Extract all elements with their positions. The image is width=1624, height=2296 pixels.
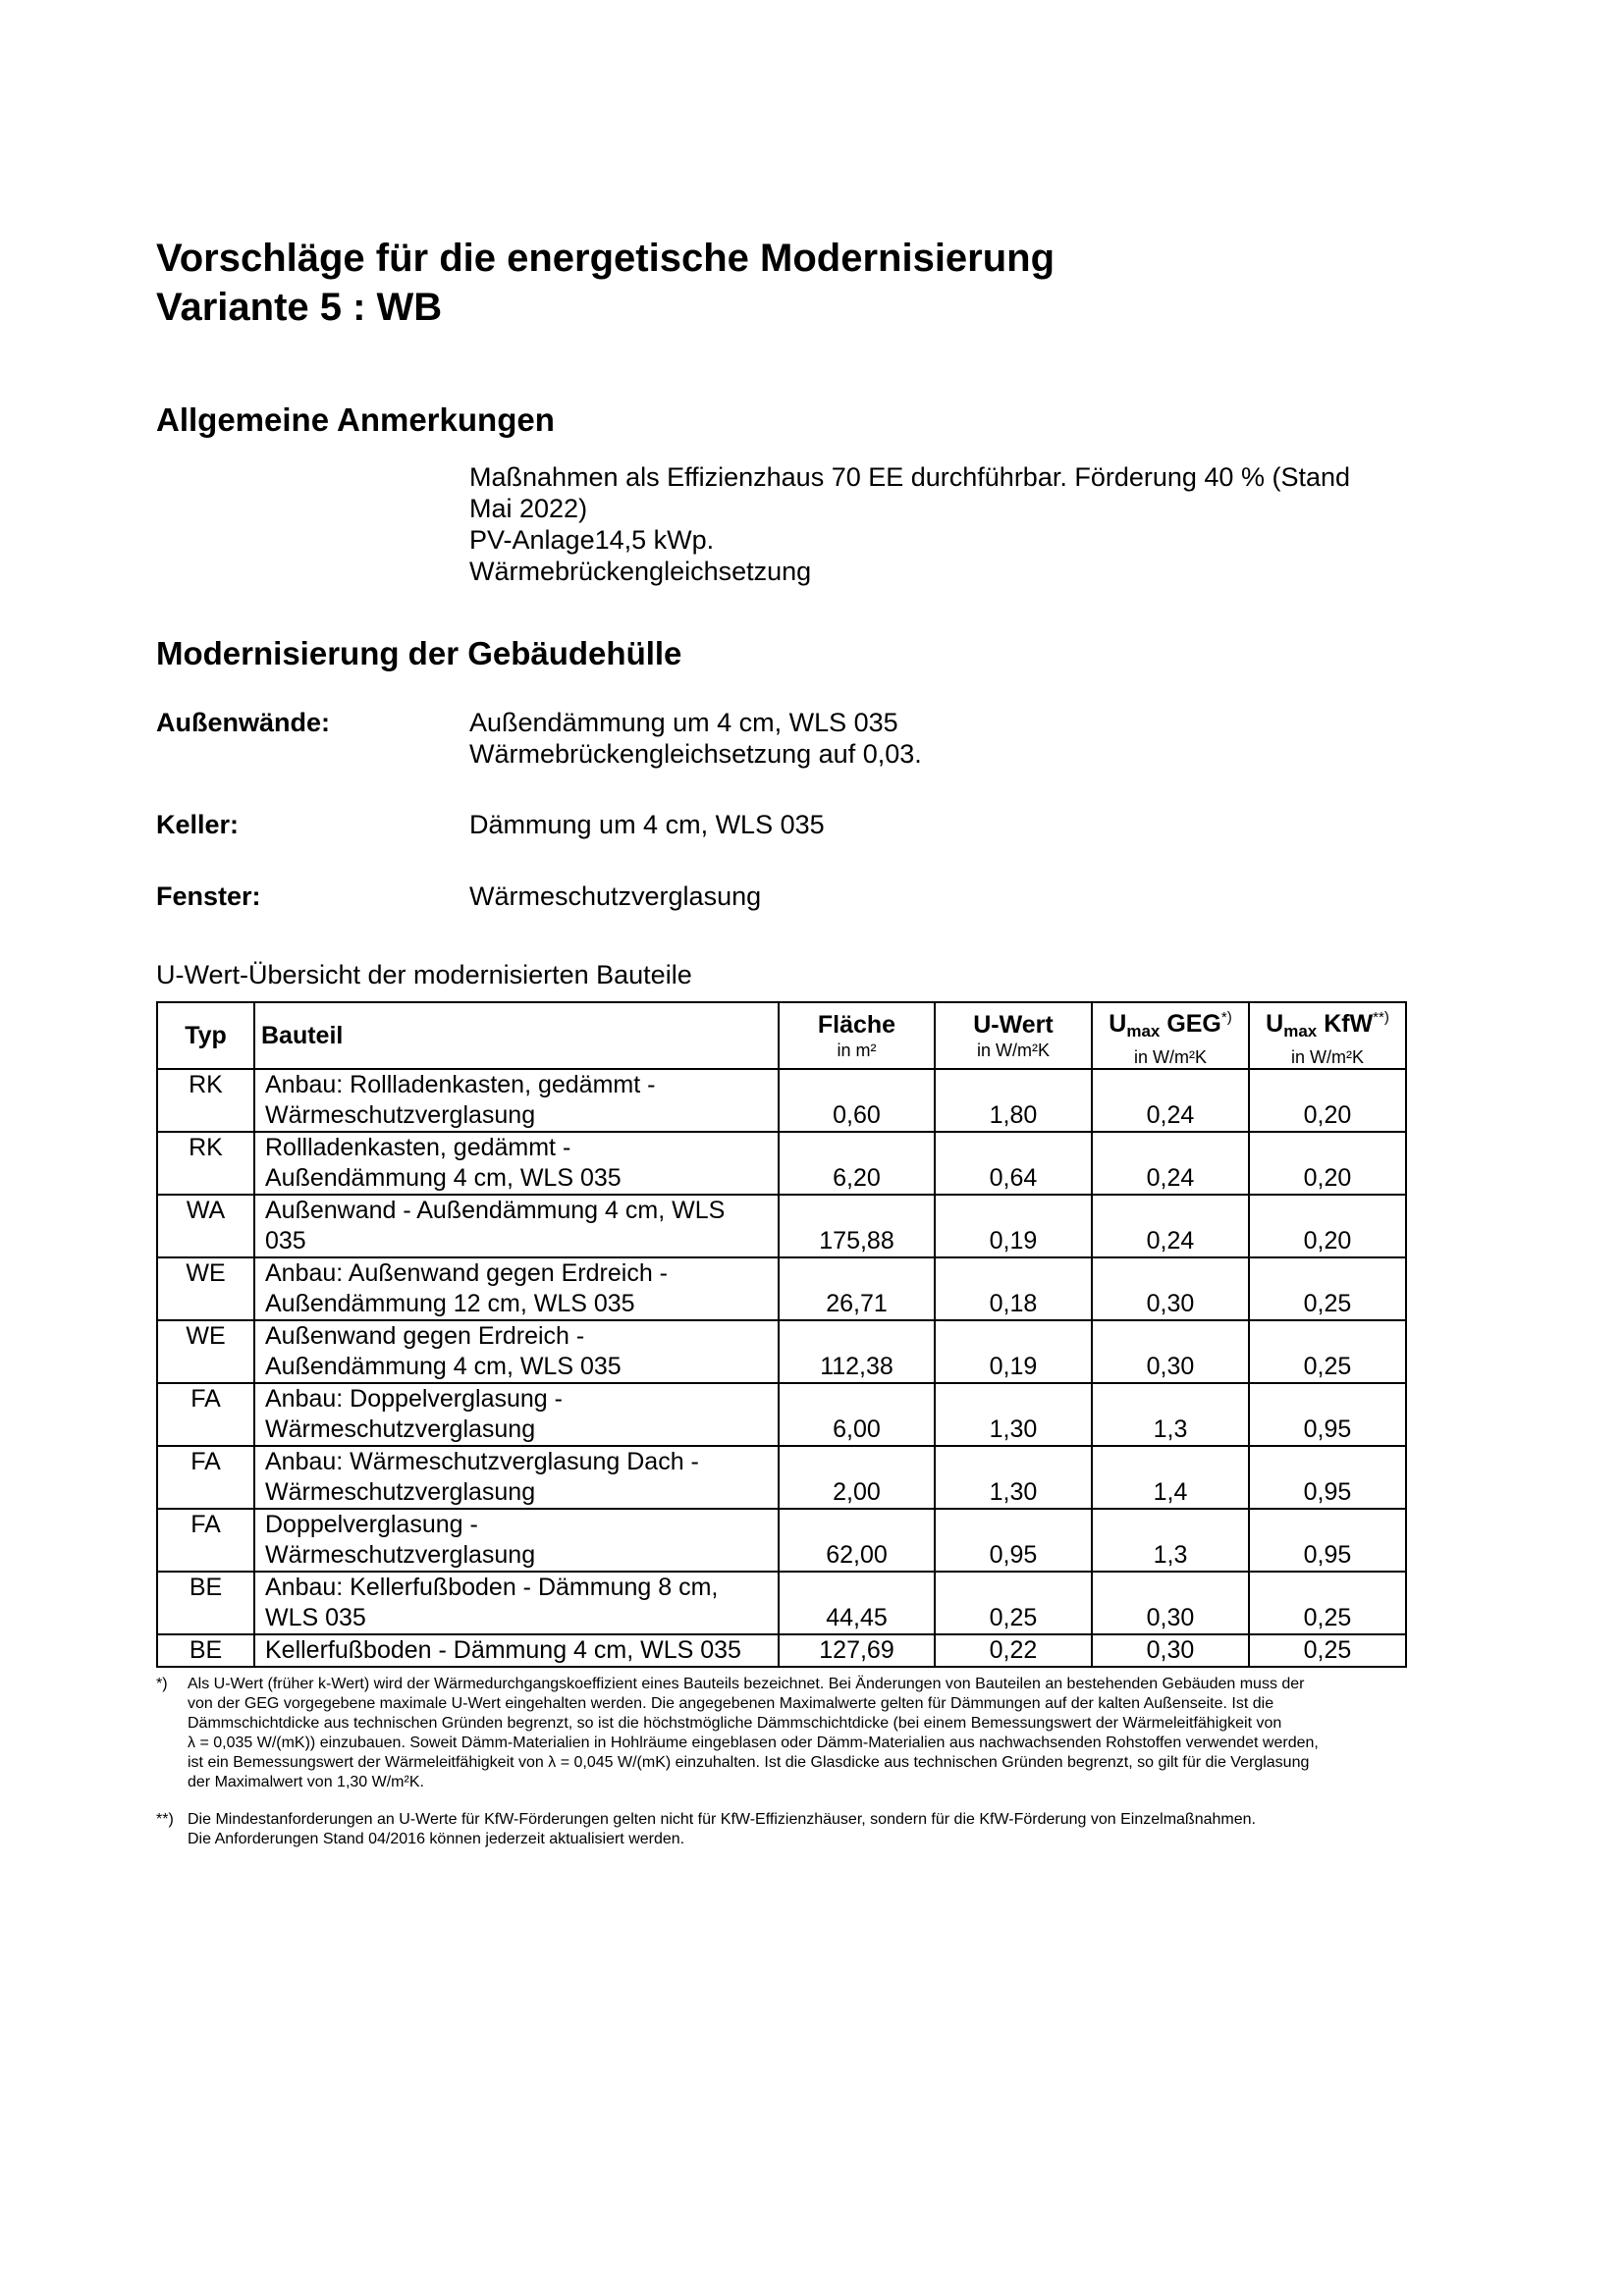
- cell-uwert: 0,22: [935, 1634, 1092, 1667]
- cell-umax-geg: 0,30: [1092, 1572, 1249, 1634]
- cell-umax-kfw: 0,20: [1249, 1195, 1406, 1257]
- table-row: [157, 1069, 1406, 1132]
- header-typ: Typ: [157, 1002, 254, 1069]
- envelope-line: Wärmebrückengleichsetzung auf 0,03.: [469, 739, 922, 769]
- cell-typ: FA: [157, 1383, 254, 1446]
- cell-flaeche: 2,00: [779, 1446, 935, 1509]
- title-line-1: Vorschläge für die energetische Modernisierung: [156, 237, 1056, 280]
- cell-typ: RK: [157, 1069, 254, 1132]
- cell-flaeche: 0,60: [779, 1069, 935, 1132]
- footnote-mark: **): [156, 1811, 174, 1828]
- cell-umax-geg: 0,24: [1092, 1069, 1249, 1132]
- footnote-geg: [156, 1675, 1433, 1802]
- cell-bauteil: Anbau: Rollladenkasten, gedämmt - Wärmeschutzverglasung: [254, 1069, 779, 1132]
- envelope-text-fenster: Wärmeschutzverglasung: [469, 881, 762, 911]
- envelope-text-keller: Dämmung um 4 cm, WLS 035: [469, 810, 825, 839]
- cell-flaeche: 127,69: [779, 1634, 935, 1667]
- table-row: [157, 1383, 1406, 1446]
- cell-bauteil: Anbau: Doppelverglasung - Wärmeschutzverglasung: [254, 1383, 779, 1446]
- cell-typ: WA: [157, 1195, 254, 1257]
- table-row: [157, 1509, 1406, 1572]
- header-umax-geg: $U_{max}$ GEG*) in W/m²K: [1092, 1002, 1249, 1069]
- cell-typ: BE: [157, 1572, 254, 1634]
- cell-flaeche: 6,00: [779, 1383, 935, 1446]
- cell-flaeche: 6,20: [779, 1132, 935, 1195]
- cell-umax-geg: 1,4: [1092, 1446, 1249, 1509]
- cell-umax-kfw: 0,25: [1249, 1572, 1406, 1634]
- cell-umax-geg: 0,24: [1092, 1132, 1249, 1195]
- cell-umax-kfw: 0,25: [1249, 1634, 1406, 1667]
- u-value-table: [156, 1001, 1407, 1668]
- footnote-kfw: [156, 1810, 1433, 1853]
- document-title: [156, 234, 1055, 332]
- cell-typ: FA: [157, 1509, 254, 1572]
- cell-bauteil: Anbau: Außenwand gegen Erdreich - Außendämmung 12 cm, WLS 035: [254, 1257, 779, 1320]
- envelope-label-aussenwaende: Außenwände:: [156, 708, 331, 737]
- cell-umax-kfw: 0,25: [1249, 1320, 1406, 1383]
- footnote-text: Als U-Wert (früher k-Wert) wird der Wärmedurchgangskoeffizient eines Bauteils bezeichnet. Bei Änderungen von Bauteilen an bestehenden Gebäuden muss der von der GEG vorgegebene maximale U-Wert eingehalten werden. Die angegebenen Maximalwerte gelten für Dämmungen auf der kalten Außenseite. Ist die Dämmschichtdicke aus technischen Gründen begrenzt, so ist die höchstmögliche Dämmschichtdicke (bei einem Bemessungswert der Wärmeleitfähigkeit von λ = 0,035 W/(mK)) einzubauen. Soweit Dämm-Materialien in Hohlräume eingeblasen oder Dämm-Materialien aus nachwachsenden Rohstoffen verwendet werden, ist ein Bemessungswert der Wärmeleitfähigkeit von λ = 0,045 W/(mK) einzuhalten. Ist die Glasdicke aus technischen Gründen begrenzt, so gilt für die Verglasung der Maximalwert von 1,30 W/m²K.: [188, 1676, 1319, 1790]
- cell-flaeche: 175,88: [779, 1195, 935, 1257]
- cell-typ: BE: [157, 1634, 254, 1667]
- general-note-line: Maßnahmen als Effizienzhaus 70 EE durchführbar. Förderung 40 % (Stand: [469, 462, 1351, 492]
- cell-bauteil: Rollladenkasten, gedämmt - Außendämmung 4 cm, WLS 035: [254, 1132, 779, 1195]
- footnote-text: Die Mindestanforderungen an U-Werte für KfW-Förderungen gelten nicht für KfW-Effizienzhäuser, sondern für die KfW-Förderung von Einzelmaßnahmen. Die Anforderungen Stand 04/2016 können jederzeit aktualisiert werden.: [188, 1811, 1256, 1847]
- cell-uwert: 0,19: [935, 1195, 1092, 1257]
- cell-bauteil: Anbau: Wärmeschutzverglasung Dach - Wärmeschutzverglasung: [254, 1446, 779, 1509]
- cell-umax-kfw: 0,95: [1249, 1509, 1406, 1572]
- cell-umax-kfw: 0,20: [1249, 1069, 1406, 1132]
- cell-bauteil: Außenwand gegen Erdreich - Außendämmung 4 cm, WLS 035: [254, 1320, 779, 1383]
- cell-typ: FA: [157, 1446, 254, 1509]
- cell-flaeche: 44,45: [779, 1572, 935, 1634]
- table-header-row: [157, 1002, 1406, 1069]
- cell-umax-geg: 0,24: [1092, 1195, 1249, 1257]
- cell-bauteil: Kellerfußboden - Dämmung 4 cm, WLS 035: [254, 1634, 779, 1667]
- cell-umax-kfw: 0,95: [1249, 1383, 1406, 1446]
- cell-uwert: 1,30: [935, 1383, 1092, 1446]
- cell-uwert: 0,25: [935, 1572, 1092, 1634]
- header-umax-kfw: $U_{max}$ KfW**) in W/m²K: [1249, 1002, 1406, 1069]
- cell-bauteil: Doppelverglasung - Wärmeschutzverglasung: [254, 1509, 779, 1572]
- header-bauteil: Bauteil: [254, 1002, 779, 1069]
- cell-uwert: 0,95: [935, 1509, 1092, 1572]
- cell-typ: RK: [157, 1132, 254, 1195]
- cell-bauteil: Außenwand - Außendämmung 4 cm, WLS 035: [254, 1195, 779, 1257]
- general-notes: [469, 461, 1350, 587]
- table-row: [157, 1132, 1406, 1195]
- cell-uwert: 1,80: [935, 1069, 1092, 1132]
- cell-typ: WE: [157, 1257, 254, 1320]
- cell-flaeche: 26,71: [779, 1257, 935, 1320]
- general-note-line: Wärmebrückengleichsetzung: [469, 557, 812, 586]
- envelope-label-fenster: Fenster:: [156, 881, 261, 911]
- cell-bauteil: Anbau: Kellerfußboden - Dämmung 8 cm, WLS 035: [254, 1572, 779, 1634]
- cell-uwert: 0,19: [935, 1320, 1092, 1383]
- title-line-2: Variante 5 : WB: [156, 286, 443, 329]
- cell-umax-geg: 0,30: [1092, 1634, 1249, 1667]
- cell-typ: WE: [157, 1320, 254, 1383]
- cell-umax-geg: 0,30: [1092, 1320, 1249, 1383]
- table-row: [157, 1572, 1406, 1634]
- cell-umax-geg: 1,3: [1092, 1383, 1249, 1446]
- cell-umax-kfw: 0,95: [1249, 1446, 1406, 1509]
- cell-uwert: 0,64: [935, 1132, 1092, 1195]
- table-row: [157, 1634, 1406, 1667]
- envelope-heading: Modernisierung der Gebäudehülle: [156, 635, 682, 671]
- table-row: [157, 1446, 1406, 1509]
- table-row: [157, 1257, 1406, 1320]
- cell-uwert: 1,30: [935, 1446, 1092, 1509]
- footnote-mark: *): [156, 1676, 168, 1692]
- header-uwert: U-Wert in W/m²K: [935, 1002, 1092, 1069]
- cell-umax-kfw: 0,20: [1249, 1132, 1406, 1195]
- cell-umax-geg: 0,30: [1092, 1257, 1249, 1320]
- table-caption: U-Wert-Übersicht der modernisierten Bauteile: [156, 960, 692, 989]
- general-note-line: Mai 2022): [469, 494, 588, 523]
- general-note-line: PV-Anlage14,5 kWp.: [469, 525, 715, 555]
- cell-flaeche: 112,38: [779, 1320, 935, 1383]
- envelope-text-aussenwaende: [469, 707, 922, 770]
- cell-umax-geg: 1,3: [1092, 1509, 1249, 1572]
- cell-umax-kfw: 0,25: [1249, 1257, 1406, 1320]
- table-row: [157, 1320, 1406, 1383]
- general-heading: Allgemeine Anmerkungen: [156, 401, 555, 438]
- cell-flaeche: 62,00: [779, 1509, 935, 1572]
- table-row: [157, 1195, 1406, 1257]
- header-flaeche: Fläche in m²: [779, 1002, 935, 1069]
- envelope-line: Außendämmung um 4 cm, WLS 035: [469, 708, 898, 737]
- envelope-label-keller: Keller:: [156, 810, 240, 839]
- cell-uwert: 0,18: [935, 1257, 1092, 1320]
